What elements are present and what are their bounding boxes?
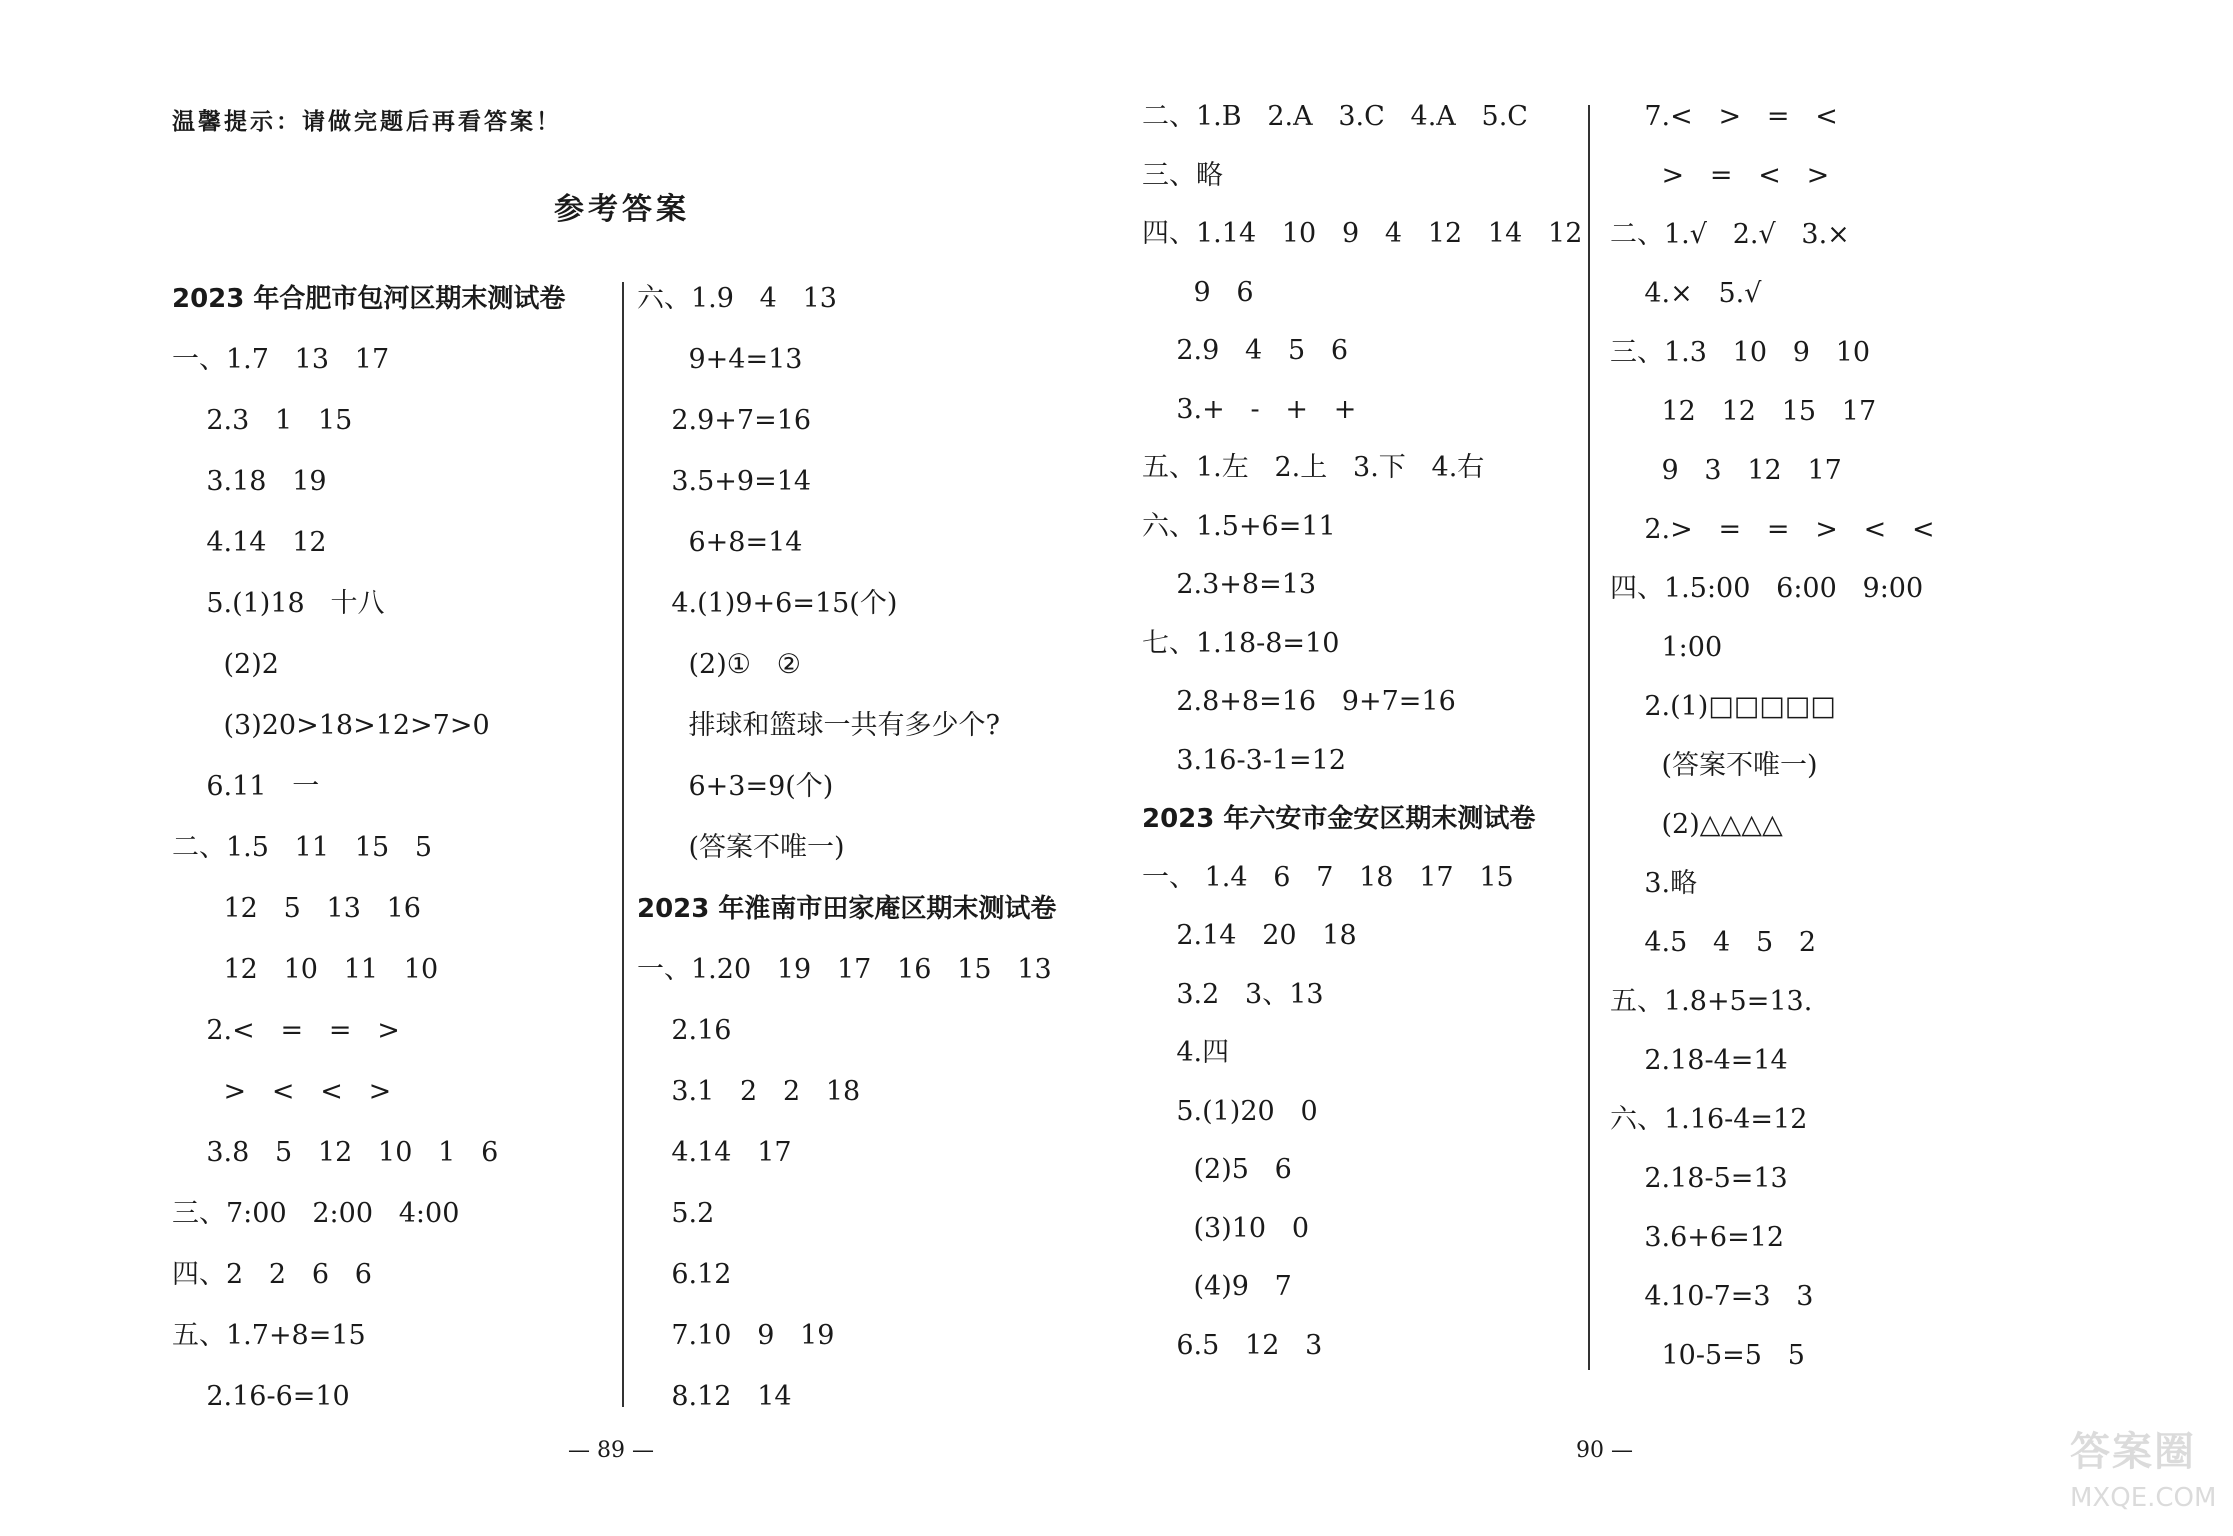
- answer-line: 六、1.16-4=12: [1610, 1104, 1808, 1135]
- answer-line: 12 5 13 16: [172, 893, 421, 924]
- watermark-logo: 答案圈 MXQE.COM: [2070, 1429, 2217, 1513]
- answer-line: 5.(1)20 0: [1142, 1095, 1318, 1127]
- answer-line: 六、1.9 4 13: [637, 283, 837, 314]
- answer-line: 五、1.8+5=13.: [1610, 986, 1813, 1017]
- answer-line: (2)① ②: [637, 649, 801, 680]
- answer-line: 六、1.5+6=11: [1142, 510, 1336, 542]
- answer-line: 2.18-4=14: [1610, 1045, 1788, 1076]
- answer-line: 三、1.3 10 9 10: [1610, 337, 1871, 368]
- answer-line: 4.10-7=3 3: [1610, 1281, 1814, 1312]
- answer-line: 2.18-5=13: [1610, 1163, 1788, 1194]
- answer-line: 五、1.7+8=15: [172, 1320, 366, 1351]
- answer-line: 3.2 3、13: [1142, 978, 1324, 1010]
- page-number-right: 90 —: [1576, 1438, 1633, 1463]
- answer-line: 3.1 2 2 18: [637, 1076, 861, 1107]
- answer-line: 三、略: [1142, 159, 1223, 191]
- answer-line: 2.16-6=10: [172, 1381, 350, 1412]
- answer-line: 8.12 14: [637, 1381, 792, 1412]
- answer-line: (2)△△△△: [1610, 809, 1783, 840]
- answer-line: (2)2: [172, 649, 279, 680]
- answer-line: 7.< > = <: [1610, 101, 1838, 132]
- answer-line: 6.11 一: [172, 771, 320, 802]
- answer-line: 排球和篮球一共有多少个?: [637, 710, 1000, 741]
- answer-line: 2.14 20 18: [1142, 920, 1357, 951]
- page-number-left: — 89 —: [568, 1438, 654, 1463]
- section-heading: 2023 年淮南市田家庵区期末测试卷: [637, 894, 1057, 924]
- answer-line: 12 10 11 10: [172, 954, 439, 985]
- answer-line: 5.(1)18 十八: [172, 588, 385, 619]
- column-divider-left: [622, 282, 624, 1407]
- answer-line: 3.16-3-1=12: [1142, 744, 1347, 776]
- answer-line: 9+4=13: [637, 344, 803, 375]
- answer-line: 一、1.20 19 17 16 15 13: [637, 954, 1052, 985]
- answer-line: 7.10 9 19: [637, 1320, 835, 1351]
- answer-line: 四、1.5:00 6:00 9:00: [1610, 573, 1924, 604]
- answer-line: 9 3 12 17: [1610, 455, 1842, 486]
- answer-line: 三、7:00 2:00 4:00: [172, 1198, 460, 1229]
- answer-line: 2.9+7=16: [637, 405, 812, 436]
- answer-line: 2.3+8=13: [1142, 569, 1317, 600]
- answer-line: 2.16: [637, 1015, 732, 1046]
- answer-line: 2.(1)□□□□□: [1610, 691, 1836, 722]
- column-divider-right: [1588, 105, 1590, 1370]
- answer-line: > < < >: [172, 1076, 392, 1107]
- answer-line: 3.8 5 12 10 1 6: [172, 1137, 499, 1168]
- answer-line: 四、2 2 6 6: [172, 1259, 372, 1290]
- answer-line: > = < >: [1610, 160, 1830, 191]
- answer-line: 3.略: [1610, 868, 1698, 899]
- answer-line: 2.3 1 15: [172, 405, 353, 436]
- answer-line: 6+3=9(个): [637, 771, 834, 802]
- answer-line: 2.< = = >: [172, 1015, 400, 1046]
- answer-line: 6+8=14: [637, 527, 803, 558]
- answer-line: 5.2: [637, 1198, 715, 1229]
- answer-line: 二、1.√ 2.√ 3.×: [1610, 219, 1850, 250]
- answer-line: 二、1.5 11 15 5: [172, 832, 433, 863]
- answer-line: 3.+ - + +: [1142, 393, 1357, 425]
- answer-line: (3)10 0: [1142, 1212, 1310, 1244]
- answer-line: 二、1.B 2.A 3.C 4.A 5.C: [1142, 101, 1528, 132]
- answer-line: 4.14 17: [637, 1137, 792, 1168]
- answer-line: 四、1.14 10 9 4 12 14 12: [1142, 218, 1583, 249]
- section-heading: 2023 年合肥市包河区期末测试卷: [172, 284, 566, 314]
- answer-line: (2)5 6: [1142, 1154, 1292, 1185]
- answer-line: 七、1.18-8=10: [1142, 627, 1340, 659]
- answer-line: 2.8+8=16 9+7=16: [1142, 686, 1456, 717]
- answer-line: 6.12: [637, 1259, 732, 1290]
- reading-hint: 温馨提示：请做完题后再看答案！: [172, 109, 562, 135]
- answer-line: 6.5 12 3: [1142, 1329, 1323, 1361]
- answer-line: 4.14 12: [172, 527, 327, 558]
- answer-line: (4)9 7: [1142, 1271, 1292, 1302]
- answer-line: (答案不唯一): [1610, 750, 1818, 781]
- answer-line: 4.× 5.√: [1610, 278, 1762, 309]
- section-heading: 2023 年六安市金安区期末测试卷: [1142, 804, 1536, 834]
- answer-line: 一、1.7 13 17: [172, 344, 390, 375]
- answer-line: 4.四: [1142, 1037, 1230, 1068]
- answer-line: 4.(1)9+6=15(个): [637, 588, 898, 619]
- answer-line: 3.18 19: [172, 466, 327, 497]
- answer-line: 12 12 15 17: [1610, 396, 1877, 427]
- page-title: 参考答案: [554, 192, 690, 227]
- answer-line: 4.5 4 5 2: [1610, 927, 1817, 958]
- answer-line: 1:00: [1610, 632, 1723, 663]
- answer-line: 2.9 4 5 6: [1142, 335, 1349, 366]
- answer-line: 一、 1.4 6 7 18 17 15: [1142, 861, 1514, 893]
- answer-line: 3.5+9=14: [637, 466, 812, 497]
- answer-line: 3.6+6=12: [1610, 1222, 1785, 1253]
- answer-line: 五、1.左 2.上 3.下 4.右: [1142, 452, 1485, 483]
- answer-line: 10-5=5 5: [1610, 1340, 1805, 1371]
- answer-line: (答案不唯一): [637, 832, 845, 863]
- answer-line: 2.> = = > < <: [1610, 514, 1935, 545]
- answer-line: (3)20>18>12>7>0: [172, 710, 490, 741]
- answer-line: 9 6: [1142, 276, 1254, 308]
